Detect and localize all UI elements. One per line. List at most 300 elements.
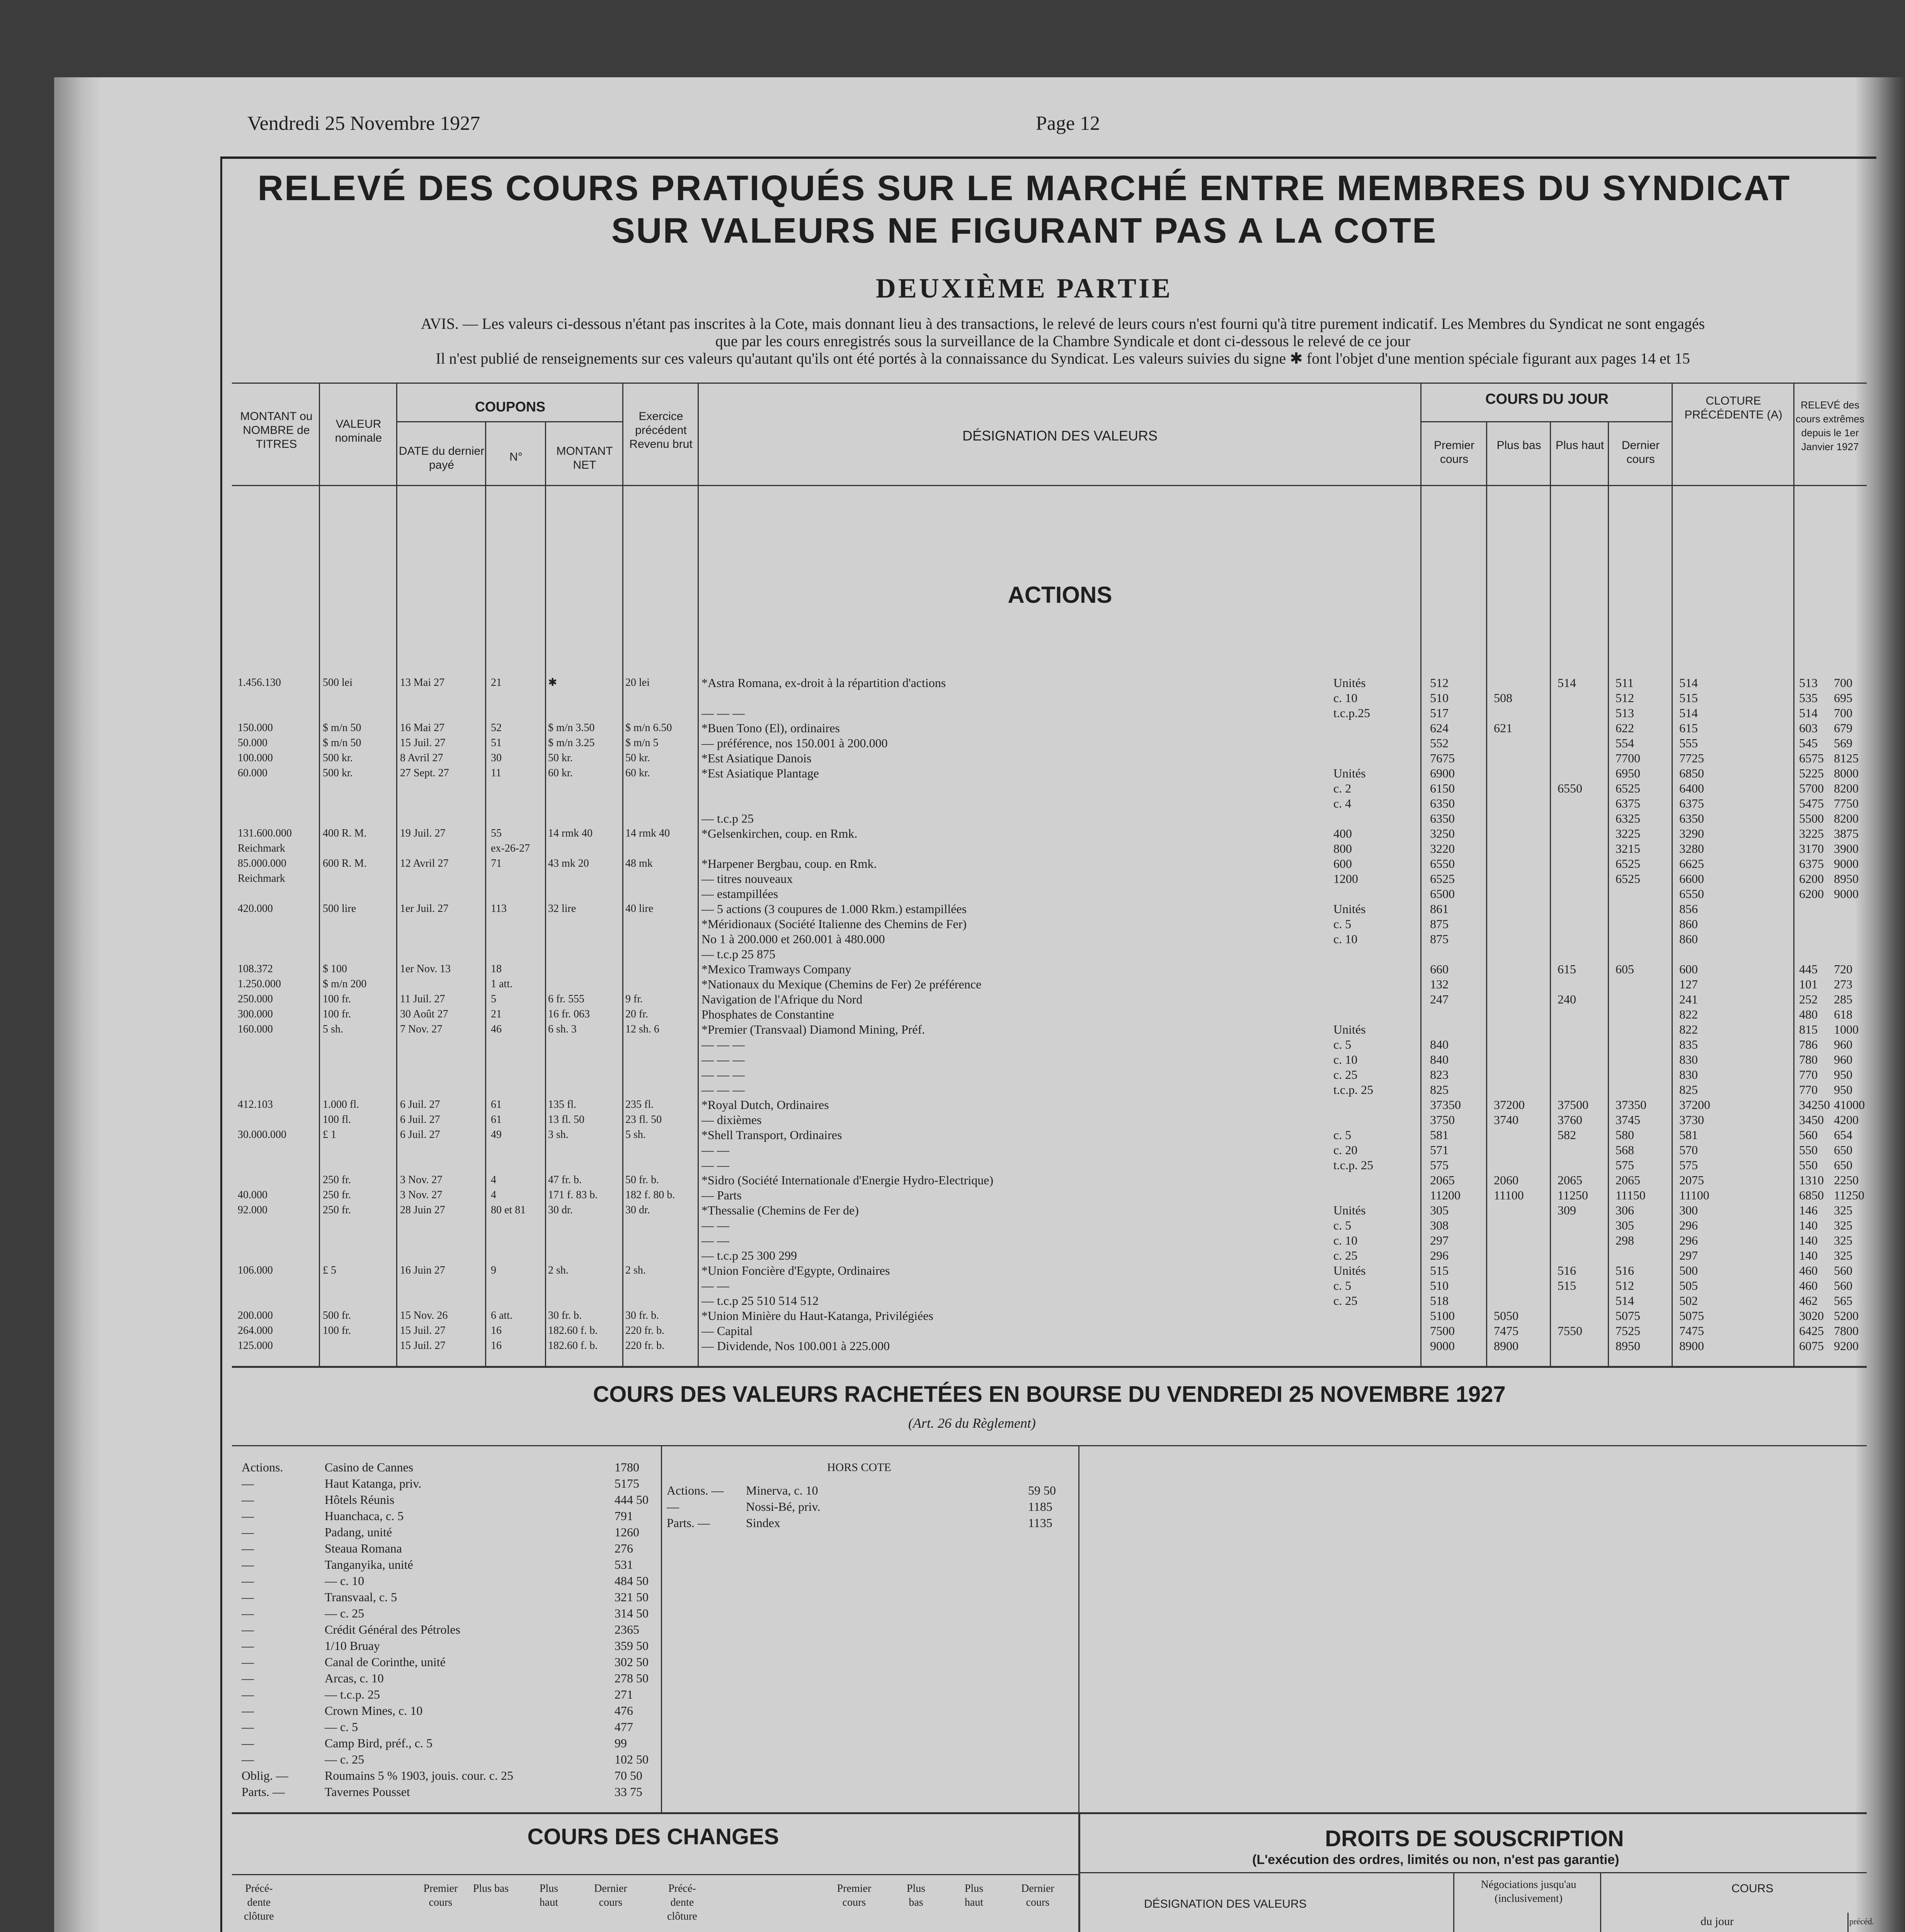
cell-premier: 552 [1430, 736, 1449, 750]
item-category: Actions. [242, 1460, 283, 1474]
cell-designation: *Harpener Bergbau, coup. en Rmk. [701, 857, 877, 871]
cell-plus-bas: 3740 [1494, 1113, 1519, 1127]
cell-montant: 100.000 [238, 752, 273, 764]
cell-cloture: 300 [1679, 1203, 1698, 1217]
cell-dernier: 3225 [1616, 827, 1640, 840]
cell-designation: *Mexico Tramways Company [701, 962, 851, 976]
cell-plus-haut: 240 [1558, 992, 1576, 1006]
changes-col-header: Premier cours [837, 1883, 872, 1908]
cell-revenu: 60 kr. [625, 767, 650, 779]
cell-dernier: 8950 [1616, 1339, 1640, 1353]
cell-unit: 800 [1333, 842, 1352, 855]
cell-unit: Unités [1333, 1203, 1366, 1217]
cell-dernier: 6525 [1616, 781, 1640, 795]
cell-plus-haut: 309 [1558, 1203, 1576, 1217]
col-rule [485, 421, 486, 1366]
cell-plus-bas: 7475 [1494, 1324, 1519, 1338]
cell-cloture: 856 [1679, 902, 1698, 916]
cell-releve-haut: 960 [1834, 1053, 1852, 1066]
cell-coupon-no: 11 [491, 767, 501, 779]
item-category: — [242, 1525, 254, 1539]
cell-designation: *Union Minière du Haut-Katanga, Privilégiées [701, 1309, 933, 1323]
cell-designation: — Parts [701, 1188, 742, 1202]
cell-releve-haut: 4200 [1834, 1113, 1859, 1127]
cell-cloture: 830 [1679, 1053, 1698, 1066]
cell-unit: t.c.p. 25 [1333, 1158, 1374, 1172]
col-designation: DÉSIGNATION DES VALEURS [962, 428, 1158, 444]
cell-date: 1er Juil. 27 [400, 903, 449, 915]
cell-releve-bas: 34250 [1799, 1098, 1830, 1112]
cell-designation: — — — [701, 1083, 745, 1097]
cell-revenu: 235 fl. [625, 1099, 654, 1111]
cell-montant: 1.250.000 [238, 978, 281, 990]
cell-releve-haut: 325 [1834, 1203, 1852, 1217]
cell-coupon-no: 80 et 81 [491, 1204, 526, 1216]
avis-line1: AVIS. — Les valeurs ci-dessous n'étant pas inscrites à la Cote, mais donnant lieu à des transactions, le relevé de leurs cours n'est fourni qu'à titre purement indicatif. Les Membres du Syndicat ne sont engagés [420, 315, 1705, 332]
cell-releve-bas: 770 [1799, 1068, 1818, 1082]
cell-dernier: 11150 [1616, 1188, 1646, 1202]
table-head-rule [232, 485, 1867, 486]
col-net: MONTANT NET [556, 445, 613, 471]
cell-date: 7 Nov. 27 [400, 1023, 443, 1035]
changes-col-header: Plus haut [964, 1883, 984, 1908]
cell-montant: 40.000 [238, 1189, 267, 1201]
cell-cloture: 6850 [1679, 766, 1704, 780]
coupons-rule [396, 421, 622, 422]
cell-cloture: 6600 [1679, 872, 1704, 886]
item-category: — [242, 1639, 254, 1653]
item-value: 302 50 [615, 1655, 649, 1669]
cell-dernier: 514 [1616, 1294, 1634, 1308]
cell-premier: 825 [1430, 1083, 1449, 1097]
cell-designation: Navigation de l'Afrique du Nord [701, 992, 863, 1006]
item-category: — [242, 1720, 254, 1734]
cell-releve-bas: 550 [1799, 1158, 1818, 1172]
col-plus-haut: Plus haut [1555, 439, 1604, 452]
cell-releve-haut: 8125 [1834, 751, 1859, 765]
cell-unit: Unités [1333, 1264, 1366, 1277]
cell-date: 1er Nov. 13 [400, 963, 451, 975]
cell-montant: 420.000 [238, 903, 273, 915]
cell-premier: 247 [1430, 992, 1449, 1006]
souscription-title: DROITS DE SOUSCRIPTION [1325, 1826, 1624, 1851]
cell-date: 30 Août 27 [400, 1008, 448, 1020]
cell-valeur: 5 sh. [323, 1023, 343, 1035]
header-date: Vendredi 25 Novembre 1927 [247, 112, 480, 134]
item-value: 2365 [615, 1622, 639, 1636]
item-category: Oblig. — [242, 1769, 288, 1782]
cell-releve-bas: 514 [1799, 706, 1818, 720]
item-value: 321 50 [615, 1590, 649, 1604]
item-value: 99 [615, 1736, 627, 1750]
cell-premier: 305 [1430, 1203, 1449, 1217]
cell-plus-haut: 515 [1558, 1279, 1576, 1293]
cell-unit: c. 5 [1333, 1279, 1352, 1293]
cell-valeur: 100 fr. [323, 993, 351, 1005]
item-category: — [242, 1558, 254, 1571]
cell-coupon-no: 49 [491, 1129, 502, 1141]
item-value: 531 [615, 1558, 633, 1571]
cell-unit: 600 [1333, 857, 1352, 871]
cell-releve-bas: 603 [1799, 721, 1818, 735]
item-name: Steaua Romana [325, 1541, 402, 1555]
avis-line2: que par les cours enregistrés sous la surveillance de la Chambre Syndicale et dont ci-dessous le relevé de ce jour [715, 332, 1411, 350]
cell-dernier: 568 [1616, 1143, 1634, 1157]
cell-montant-net: 171 f. 83 b. [548, 1189, 598, 1201]
cell-date: 12 Avril 27 [400, 857, 449, 869]
item-value: 59 50 [1028, 1483, 1056, 1497]
cell-plus-haut: 6550 [1558, 781, 1582, 795]
cell-designation: — — — [701, 1037, 745, 1051]
cell-dernier: 511 [1616, 676, 1634, 690]
item-name: Minerva, c. 10 [746, 1483, 818, 1497]
cell-revenu: 30 dr. [625, 1204, 650, 1216]
cell-premier: 2065 [1430, 1173, 1455, 1187]
cell-premier: 132 [1430, 977, 1449, 991]
cell-unit: c. 5 [1333, 1037, 1352, 1051]
cell-cloture: 297 [1679, 1248, 1698, 1262]
cell-releve-haut: 285 [1834, 992, 1852, 1006]
cell-coupon-no: 21 [491, 1008, 502, 1020]
cell-releve-haut: 7800 [1834, 1324, 1859, 1338]
cell-montant: 125.000 [238, 1340, 273, 1352]
item-category: — [242, 1655, 254, 1669]
cell-designation: — — — [701, 1068, 745, 1082]
cell-valeur: 500 lei [323, 677, 352, 689]
cell-premier: 11200 [1430, 1188, 1461, 1202]
hors-cote-title: HORS COTE [827, 1461, 891, 1474]
cell-dernier: 605 [1616, 962, 1634, 976]
cell-dernier: 554 [1616, 736, 1634, 750]
souscription-col-prec: précéd. [1849, 1917, 1874, 1926]
cell-releve-haut: 325 [1834, 1233, 1852, 1247]
item-category: — [242, 1752, 254, 1766]
cell-unit: t.c.p. 25 [1333, 1083, 1374, 1097]
cell-premier: 37350 [1430, 1098, 1461, 1112]
cell-date: 15 Nov. 26 [400, 1310, 448, 1321]
cell-dernier: 512 [1616, 691, 1634, 705]
cell-releve-haut: 695 [1834, 691, 1852, 705]
cell-releve-haut: 325 [1834, 1218, 1852, 1232]
cell-cloture: 37200 [1679, 1098, 1710, 1112]
cell-valeur: 500 kr. [323, 767, 353, 779]
cell-cloture: 515 [1679, 691, 1698, 705]
col-dernier: Dernier cours [1621, 439, 1660, 466]
cell-dernier: 3745 [1616, 1113, 1640, 1127]
cell-plus-haut: 3760 [1558, 1113, 1582, 1127]
cell-unit: c. 5 [1333, 1128, 1352, 1142]
cell-unit: Unités [1333, 676, 1366, 690]
cell-releve-bas: 3020 [1799, 1309, 1824, 1323]
item-value: 271 [615, 1687, 633, 1701]
cell-cloture: 5075 [1679, 1309, 1704, 1323]
cell-cloture: 11100 [1679, 1188, 1709, 1202]
cell-coupon-no: 9 [491, 1264, 496, 1276]
cell-dernier: 6525 [1616, 857, 1640, 871]
item-category: — [242, 1541, 254, 1555]
cell-designation: — préférence, nos 150.001 à 200.000 [701, 736, 888, 750]
cell-coupon-no: 71 [491, 857, 502, 869]
cell-revenu: 9 fr. [625, 993, 643, 1005]
cell-revenu: 30 fr. b. [625, 1310, 659, 1321]
item-name: — t.c.p. 25 [325, 1687, 380, 1701]
cell-valeur: $ m/n 50 [323, 737, 361, 749]
cell-unit: c. 10 [1333, 1233, 1358, 1247]
item-category: — [667, 1500, 679, 1514]
cell-coupon-no: 46 [491, 1023, 502, 1035]
cell-revenu: 48 mk [625, 857, 653, 869]
cell-coupon-no: 52 [491, 722, 502, 734]
cell-designation: — — — [701, 1053, 745, 1066]
cell-designation: — t.c.p 25 875 [701, 947, 776, 961]
cell-montant-net: 47 fr. b. [548, 1174, 582, 1186]
cell-releve-haut: 3900 [1834, 842, 1859, 855]
cell-releve-bas: 560 [1799, 1128, 1818, 1142]
cell-valeur: 500 lire [323, 903, 356, 915]
cell-montant: 106.000 [238, 1264, 273, 1276]
cell-revenu: 12 sh. 6 [625, 1023, 659, 1035]
item-name: Haut Katanga, priv. [325, 1476, 422, 1490]
cell-releve-bas: 6200 [1799, 872, 1824, 886]
cell-premier: 3250 [1430, 827, 1455, 840]
cell-montant-net: 30 dr. [548, 1204, 573, 1216]
col-rule [1550, 421, 1551, 1366]
col-rule [1672, 383, 1673, 1366]
cell-valeur: 500 kr. [323, 752, 353, 764]
col-rule [698, 383, 699, 1366]
cell-montant-net: 14 rmk 40 [548, 827, 593, 839]
cell-plus-haut: 582 [1558, 1128, 1576, 1142]
cell-plus-bas: 621 [1494, 721, 1512, 735]
cell-cloture: 7475 [1679, 1324, 1704, 1338]
changes-col-header: Précé- dente clôture [244, 1883, 274, 1922]
cell-revenu: 182 f. 80 b. [625, 1189, 675, 1201]
cell-releve-bas: 770 [1799, 1083, 1818, 1097]
cell-montant-net: $ m/n 3.50 [548, 722, 595, 734]
item-value: 276 [615, 1541, 633, 1555]
cell-coupon-no: 1 att. [491, 978, 512, 990]
cell-premier: 518 [1430, 1294, 1449, 1308]
cell-cloture: 575 [1679, 1158, 1698, 1172]
item-value: 791 [615, 1509, 633, 1523]
cell-cloture: 505 [1679, 1279, 1698, 1293]
item-category: — [242, 1671, 254, 1685]
cell-cloture: 7725 [1679, 751, 1704, 765]
cell-designation: *Sidro (Société Internationale d'Energie Hydro-Electrique) [701, 1173, 994, 1187]
col-valeur: VALEUR nominale [335, 418, 382, 444]
cell-unit: c. 10 [1333, 1053, 1358, 1066]
item-category: Actions. — [667, 1483, 724, 1497]
item-value: 1185 [1028, 1500, 1052, 1514]
item-name: — c. 10 [325, 1574, 364, 1588]
cell-coupon-no: 16 [491, 1340, 502, 1352]
cell-date: 19 Juil. 27 [400, 827, 446, 839]
cell-releve-haut: 273 [1834, 977, 1852, 991]
col-rule [1847, 1913, 1849, 1932]
cell-premier: 296 [1430, 1248, 1449, 1262]
cell-releve-haut: 569 [1834, 736, 1852, 750]
col-rule [1486, 421, 1487, 1366]
item-name: Huanchaca, c. 5 [325, 1509, 404, 1523]
cell-date: 11 Juil. 27 [400, 993, 445, 1005]
cell-premier: 875 [1430, 932, 1449, 946]
cell-releve-bas: 480 [1799, 1007, 1818, 1021]
cell-premier: 660 [1430, 962, 1449, 976]
cell-date: 6 Juil. 27 [400, 1114, 440, 1126]
cell-dernier: 575 [1616, 1158, 1634, 1172]
item-value: 1260 [615, 1525, 639, 1539]
cell-montant: 160.000 [238, 1023, 273, 1035]
title-line1: RELEVÉ DES COURS PRATIQUÉS SUR LE MARCHÉ ENTRE MEMBRES DU SYNDICAT [257, 168, 1791, 208]
cell-designation: — t.c.p 25 300 299 [701, 1248, 797, 1262]
cell-montant: 60.000 [238, 767, 267, 779]
section-rule [232, 1445, 1867, 1446]
item-name: Sindex [746, 1516, 780, 1530]
cell-cloture: 555 [1679, 736, 1698, 750]
item-name: Crown Mines, c. 10 [325, 1704, 423, 1718]
souscription-col-negociations: Négociations jusqu'au (inclusivement) [1481, 1879, 1576, 1905]
changes-col-header: Dernier cours [1021, 1883, 1054, 1908]
cell-dernier: 6950 [1616, 766, 1640, 780]
item-name: Tanganyika, unité [325, 1558, 413, 1571]
cell-plus-haut: 37500 [1558, 1098, 1588, 1112]
cell-revenu: 2 sh. [625, 1264, 646, 1276]
cell-designation: — — [701, 1279, 729, 1293]
cell-releve-haut: 325 [1834, 1248, 1852, 1262]
cell-designation: — — [701, 1143, 729, 1157]
cell-unit: 400 [1333, 827, 1352, 840]
cell-cloture: 296 [1679, 1218, 1698, 1232]
cell-plus-bas: 37200 [1494, 1098, 1525, 1112]
col-rule [661, 1445, 662, 1812]
cell-unit: c. 5 [1333, 917, 1352, 931]
cell-date: 15 Juil. 27 [400, 737, 446, 749]
cell-premier: 515 [1430, 1264, 1449, 1277]
cell-releve-bas: 252 [1799, 992, 1818, 1006]
cell-releve-haut: 11250 [1834, 1188, 1864, 1202]
col-cloture: CLOTURE PRÉCÉDENTE (A) [1684, 395, 1782, 421]
cell-date: 15 Juil. 27 [400, 1325, 446, 1337]
item-name: — c. 25 [325, 1752, 364, 1766]
changes-title: COURS DES CHANGES [527, 1824, 779, 1849]
col-rule [1608, 421, 1609, 1366]
cell-cloture: 6400 [1679, 781, 1704, 795]
cell-date: 3 Nov. 27 [400, 1189, 443, 1201]
cell-premier: 3220 [1430, 842, 1455, 855]
cell-montant-net: 2 sh. [548, 1264, 569, 1276]
item-category: Parts. — [667, 1516, 710, 1530]
cell-premier: 861 [1430, 902, 1449, 916]
cell-unit: c. 25 [1333, 1248, 1358, 1262]
cell-dernier: 5075 [1616, 1309, 1640, 1323]
cell-releve-bas: 6200 [1799, 887, 1824, 901]
cell-premier: 823 [1430, 1068, 1449, 1082]
cell-designation: *Shell Transport, Ordinaires [701, 1128, 842, 1142]
cell-coupon-no: 51 [491, 737, 502, 749]
item-category: — [242, 1704, 254, 1718]
cell-plus-haut: 7550 [1558, 1324, 1582, 1338]
col-rule [396, 383, 397, 1366]
cell-designation: *Union Foncière d'Egypte, Ordinaires [701, 1264, 890, 1277]
cell-releve-bas: 545 [1799, 736, 1818, 750]
cell-releve-haut: 720 [1834, 962, 1852, 976]
cell-coupon-no: 6 att. [491, 1310, 512, 1321]
item-name: Hôtels Réunis [325, 1493, 395, 1507]
cell-premier: 624 [1430, 721, 1449, 735]
actions-heading: ACTIONS [1008, 582, 1112, 608]
cell-montant-net: 16 fr. 063 [548, 1008, 590, 1020]
cell-valeur: £ 5 [323, 1264, 336, 1276]
col-cours-jour: COURS DU JOUR [1485, 391, 1609, 407]
cell-revenu: $ m/n 5 [625, 737, 659, 749]
title-line2: SUR VALEURS NE FIGURANT PAS A LA COTE [611, 211, 1437, 250]
cell-designation: *Nationaux du Mexique (Chemins de Fer) 2e préférence [701, 977, 982, 991]
cell-designation: — estampillées [701, 887, 778, 901]
cell-cloture: 835 [1679, 1037, 1698, 1051]
cell-releve-haut: 650 [1834, 1158, 1852, 1172]
cell-premier: 875 [1430, 917, 1449, 931]
item-name: Canal de Corinthe, unité [325, 1655, 446, 1669]
cell-releve-haut: 9000 [1834, 857, 1859, 871]
changes-col-header: Plus bas [473, 1883, 509, 1895]
cell-montant: 412.103 [238, 1099, 273, 1111]
col-rule [1793, 383, 1794, 1366]
cell-releve-bas: 460 [1799, 1279, 1818, 1293]
cell-plus-haut: 615 [1558, 962, 1576, 976]
cell-dernier: 7525 [1616, 1324, 1640, 1338]
cell-releve-bas: 146 [1799, 1203, 1818, 1217]
item-category: — [242, 1622, 254, 1636]
cell-coupon-no: 55 [491, 827, 502, 839]
cell-valeur: 250 fr. [323, 1174, 351, 1186]
cell-premier: 9000 [1430, 1339, 1455, 1353]
cell-designation: — — [701, 1218, 729, 1232]
cell-plus-haut: 11250 [1558, 1188, 1588, 1202]
cell-premier: 3750 [1430, 1113, 1455, 1127]
cell-valeur: 250 fr. [323, 1189, 351, 1201]
cell-designation: *Gelsenkirchen, coup. en Rmk. [701, 827, 858, 840]
cell-unit: Unités [1333, 766, 1366, 780]
cell-montant: 250.000 [238, 993, 273, 1005]
cell-montant-net: 32 lire [548, 903, 576, 915]
cell-unit: c. 20 [1333, 1143, 1358, 1157]
rachetees-title: COURS DES VALEURS RACHETÉES EN BOURSE DU VENDREDI 25 NOVEMBRE 1927 [593, 1382, 1506, 1407]
cell-unit: c. 4 [1333, 796, 1352, 810]
cell-montant: Reichmark [238, 842, 285, 854]
cell-revenu: 5 sh. [625, 1129, 646, 1141]
cell-valeur: $ m/n 200 [323, 978, 367, 990]
cell-cloture: 3290 [1679, 827, 1704, 840]
cell-cloture: 8900 [1679, 1339, 1704, 1353]
cell-releve-haut: 2250 [1834, 1173, 1859, 1187]
item-name: Casino de Cannes [325, 1460, 414, 1474]
cell-unit: c. 10 [1333, 691, 1358, 705]
souscription-col-cours: COURS [1731, 1882, 1774, 1895]
cell-premier: 510 [1430, 1279, 1449, 1293]
cell-date: 6 Juil. 27 [400, 1099, 440, 1111]
cell-premier: 297 [1430, 1233, 1449, 1247]
cell-cloture: 296 [1679, 1233, 1698, 1247]
cell-date: 16 Mai 27 [400, 722, 445, 734]
col-rule [1420, 383, 1422, 1366]
cell-unit: Unités [1333, 902, 1366, 916]
cell-coupon-no: 4 [491, 1189, 496, 1201]
cell-revenu: 220 fr. b. [625, 1340, 665, 1352]
cell-releve-haut: 654 [1834, 1128, 1852, 1142]
cell-releve-bas: 6425 [1799, 1324, 1824, 1338]
item-name: Roumains 5 % 1903, jouis. cour. c. 25 [325, 1769, 513, 1782]
rachetees-subtitle: (Art. 26 du Règlement) [908, 1415, 1036, 1431]
